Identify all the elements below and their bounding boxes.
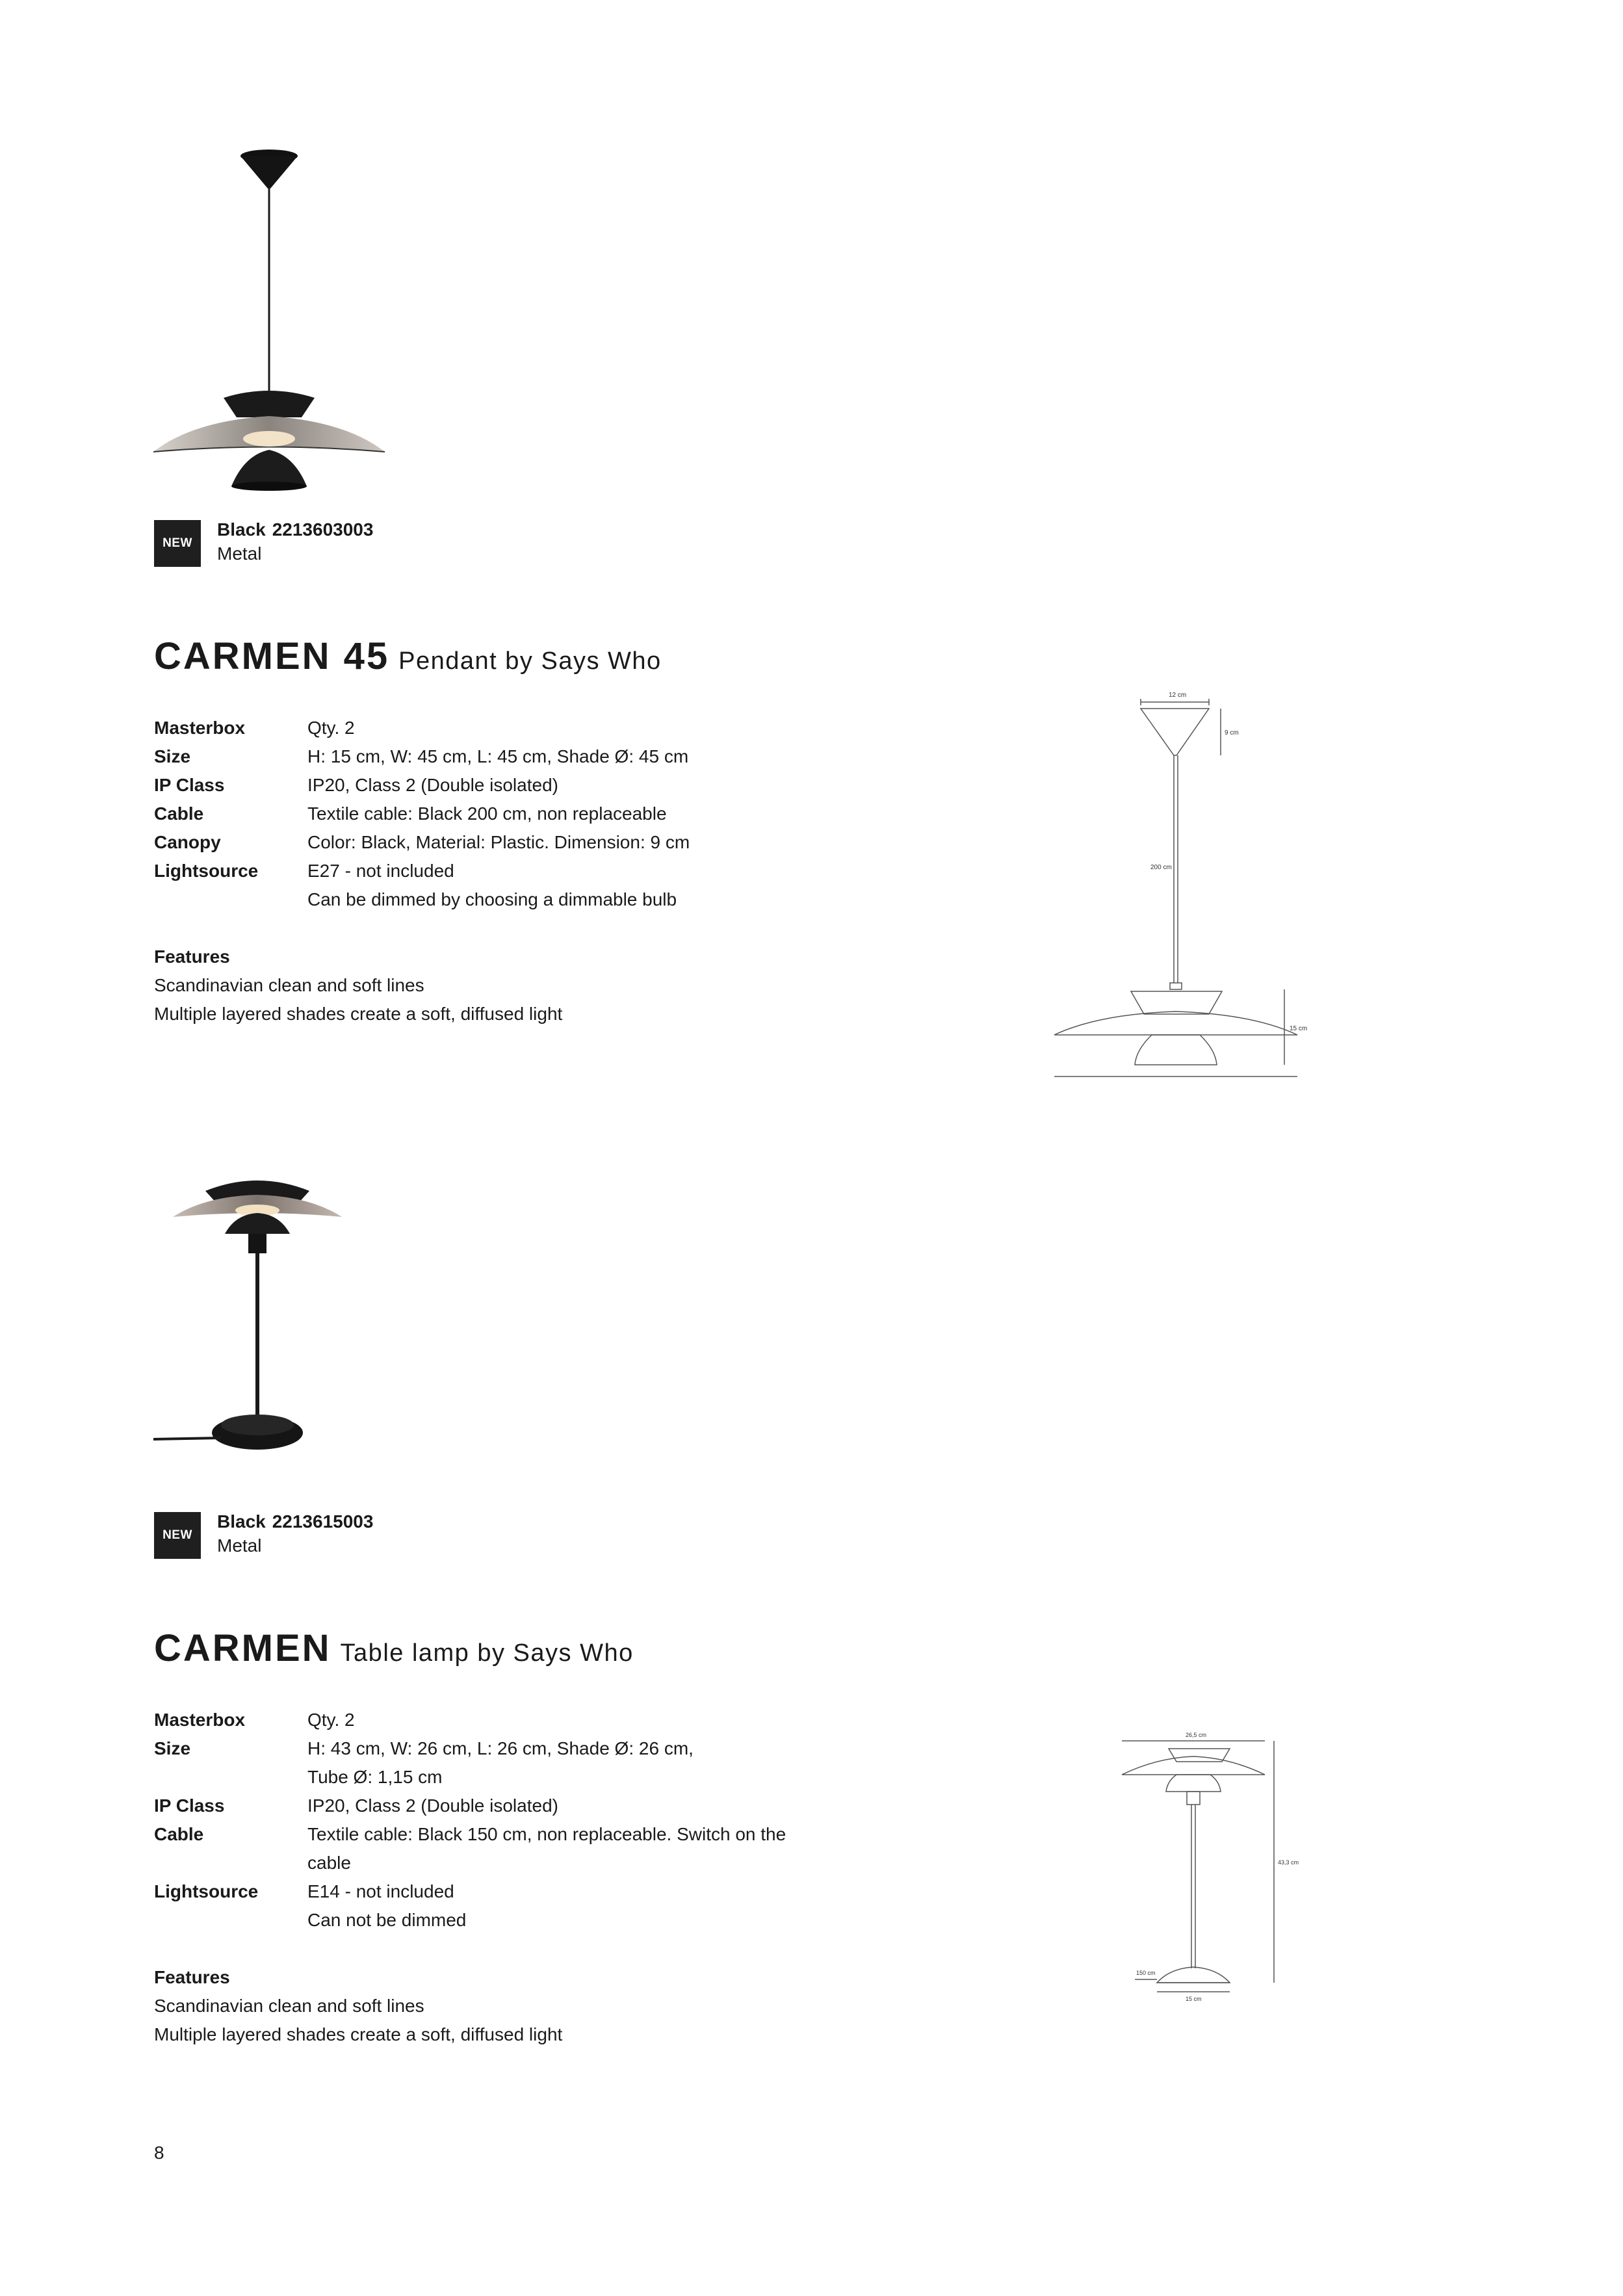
spec-row-size [154, 742, 983, 771]
spec-value: Qty. 2 [307, 1710, 355, 1730]
spec-label: Canopy [154, 832, 221, 852]
page-number: 8 [154, 2143, 164, 2163]
features-block [154, 1963, 562, 2049]
feature-item: Scandinavian clean and soft lines [154, 975, 424, 995]
spec-row-cable [154, 800, 983, 828]
spec-label: Size [154, 1738, 191, 1758]
variant-color: Black [217, 1511, 266, 1532]
product-subtitle: Pendant by Says Who [398, 647, 662, 675]
spec-value [307, 1877, 983, 1935]
new-badge: NEW [154, 520, 201, 567]
spec-value-line: Can not be dimmed [307, 1910, 467, 1930]
spec-label: Masterbox [154, 1710, 246, 1730]
features-heading: Features [154, 1967, 230, 1987]
feature-item: Multiple layered shades create a soft, diffused light [154, 2024, 563, 2044]
table-lamp-dimension-drawing [1118, 1729, 1313, 2015]
spec-value [307, 1820, 983, 1877]
spec-label: Cable [154, 803, 204, 824]
spec-value-line: E27 - not included [307, 861, 454, 881]
spec-value-line: E14 - not included [307, 1881, 454, 1901]
spec-table [154, 714, 983, 914]
new-badge: NEW [154, 1512, 201, 1559]
spec-label: Size [154, 746, 191, 766]
drawing-label: 200 cm [1150, 864, 1172, 871]
table-lamp-photo [153, 1157, 355, 1469]
spec-value: Color: Black, Material: Plastic. Dimension: 9 cm [307, 832, 690, 852]
pendant-lamp-photo [153, 150, 394, 501]
spec-value [307, 1734, 983, 1792]
drawing-label: 150 cm [1136, 1970, 1156, 1976]
product-subtitle: Table lamp by Says Who [340, 1639, 634, 1667]
spec-value [307, 857, 983, 914]
product-name: CARMEN [154, 1627, 331, 1669]
spec-row-lightsource [154, 857, 983, 914]
spec-label: Cable [154, 1824, 204, 1844]
spec-label: Lightsource [154, 861, 259, 881]
variant-color: Black [217, 519, 266, 540]
variant-info [217, 1509, 373, 1558]
pendant-dimension-drawing [1053, 689, 1326, 1086]
variant-info [217, 517, 373, 566]
spec-label: IP Class [154, 1795, 225, 1816]
spec-value: IP20, Class 2 (Double isolated) [307, 1795, 558, 1816]
variant-material: Metal [217, 1535, 262, 1556]
spec-row-masterbox [154, 714, 983, 742]
feature-item: Multiple layered shades create a soft, diffused light [154, 1004, 563, 1024]
features-block [154, 943, 562, 1028]
variant-code: 2213615003 [272, 1511, 374, 1532]
drawing-label: 43,3 cm [1278, 1859, 1299, 1866]
product-title [154, 1626, 634, 1670]
spec-value-line: Can be dimmed by choosing a dimmable bulb [307, 889, 677, 909]
feature-item: Scandinavian clean and soft lines [154, 1996, 424, 2016]
spec-value: H: 15 cm, W: 45 cm, L: 45 cm, Shade Ø: 45 cm [307, 746, 689, 766]
spec-value: Textile cable: Black 200 cm, non replaceable [307, 803, 667, 824]
spec-value-line: H: 43 cm, W: 26 cm, L: 26 cm, Shade Ø: 26 cm, [307, 1738, 694, 1758]
spec-value-line: Textile cable: Black 150 cm, non replaceable. Switch on the [307, 1824, 786, 1844]
spec-row-ip-class [154, 1792, 983, 1820]
drawing-label: 12 cm [1169, 692, 1187, 699]
spec-value: IP20, Class 2 (Double isolated) [307, 775, 558, 795]
spec-row-lightsource [154, 1877, 983, 1935]
variant-code: 2213603003 [272, 519, 374, 540]
drawing-label: 15 cm [1186, 1996, 1202, 2002]
spec-row-cable [154, 1820, 983, 1877]
drawing-label: 15 cm [1290, 1025, 1308, 1032]
spec-row-canopy [154, 828, 983, 857]
spec-table [154, 1706, 983, 1935]
spec-value: Qty. 2 [307, 718, 355, 738]
product-title [154, 634, 662, 678]
spec-value-line: cable [307, 1853, 351, 1873]
spec-label: Lightsource [154, 1881, 259, 1901]
drawing-label: 9 cm [1225, 729, 1239, 737]
drawing-label: 26,5 cm [1186, 1732, 1207, 1738]
product-name: CARMEN 45 [154, 635, 390, 677]
spec-value-line: Tube Ø: 1,15 cm [307, 1767, 443, 1787]
features-heading: Features [154, 946, 230, 967]
spec-label: Masterbox [154, 718, 246, 738]
variant-material: Metal [217, 543, 262, 564]
spec-row-masterbox [154, 1706, 983, 1734]
spec-label: IP Class [154, 775, 225, 795]
spec-row-ip-class [154, 771, 983, 800]
spec-row-size [154, 1734, 983, 1792]
